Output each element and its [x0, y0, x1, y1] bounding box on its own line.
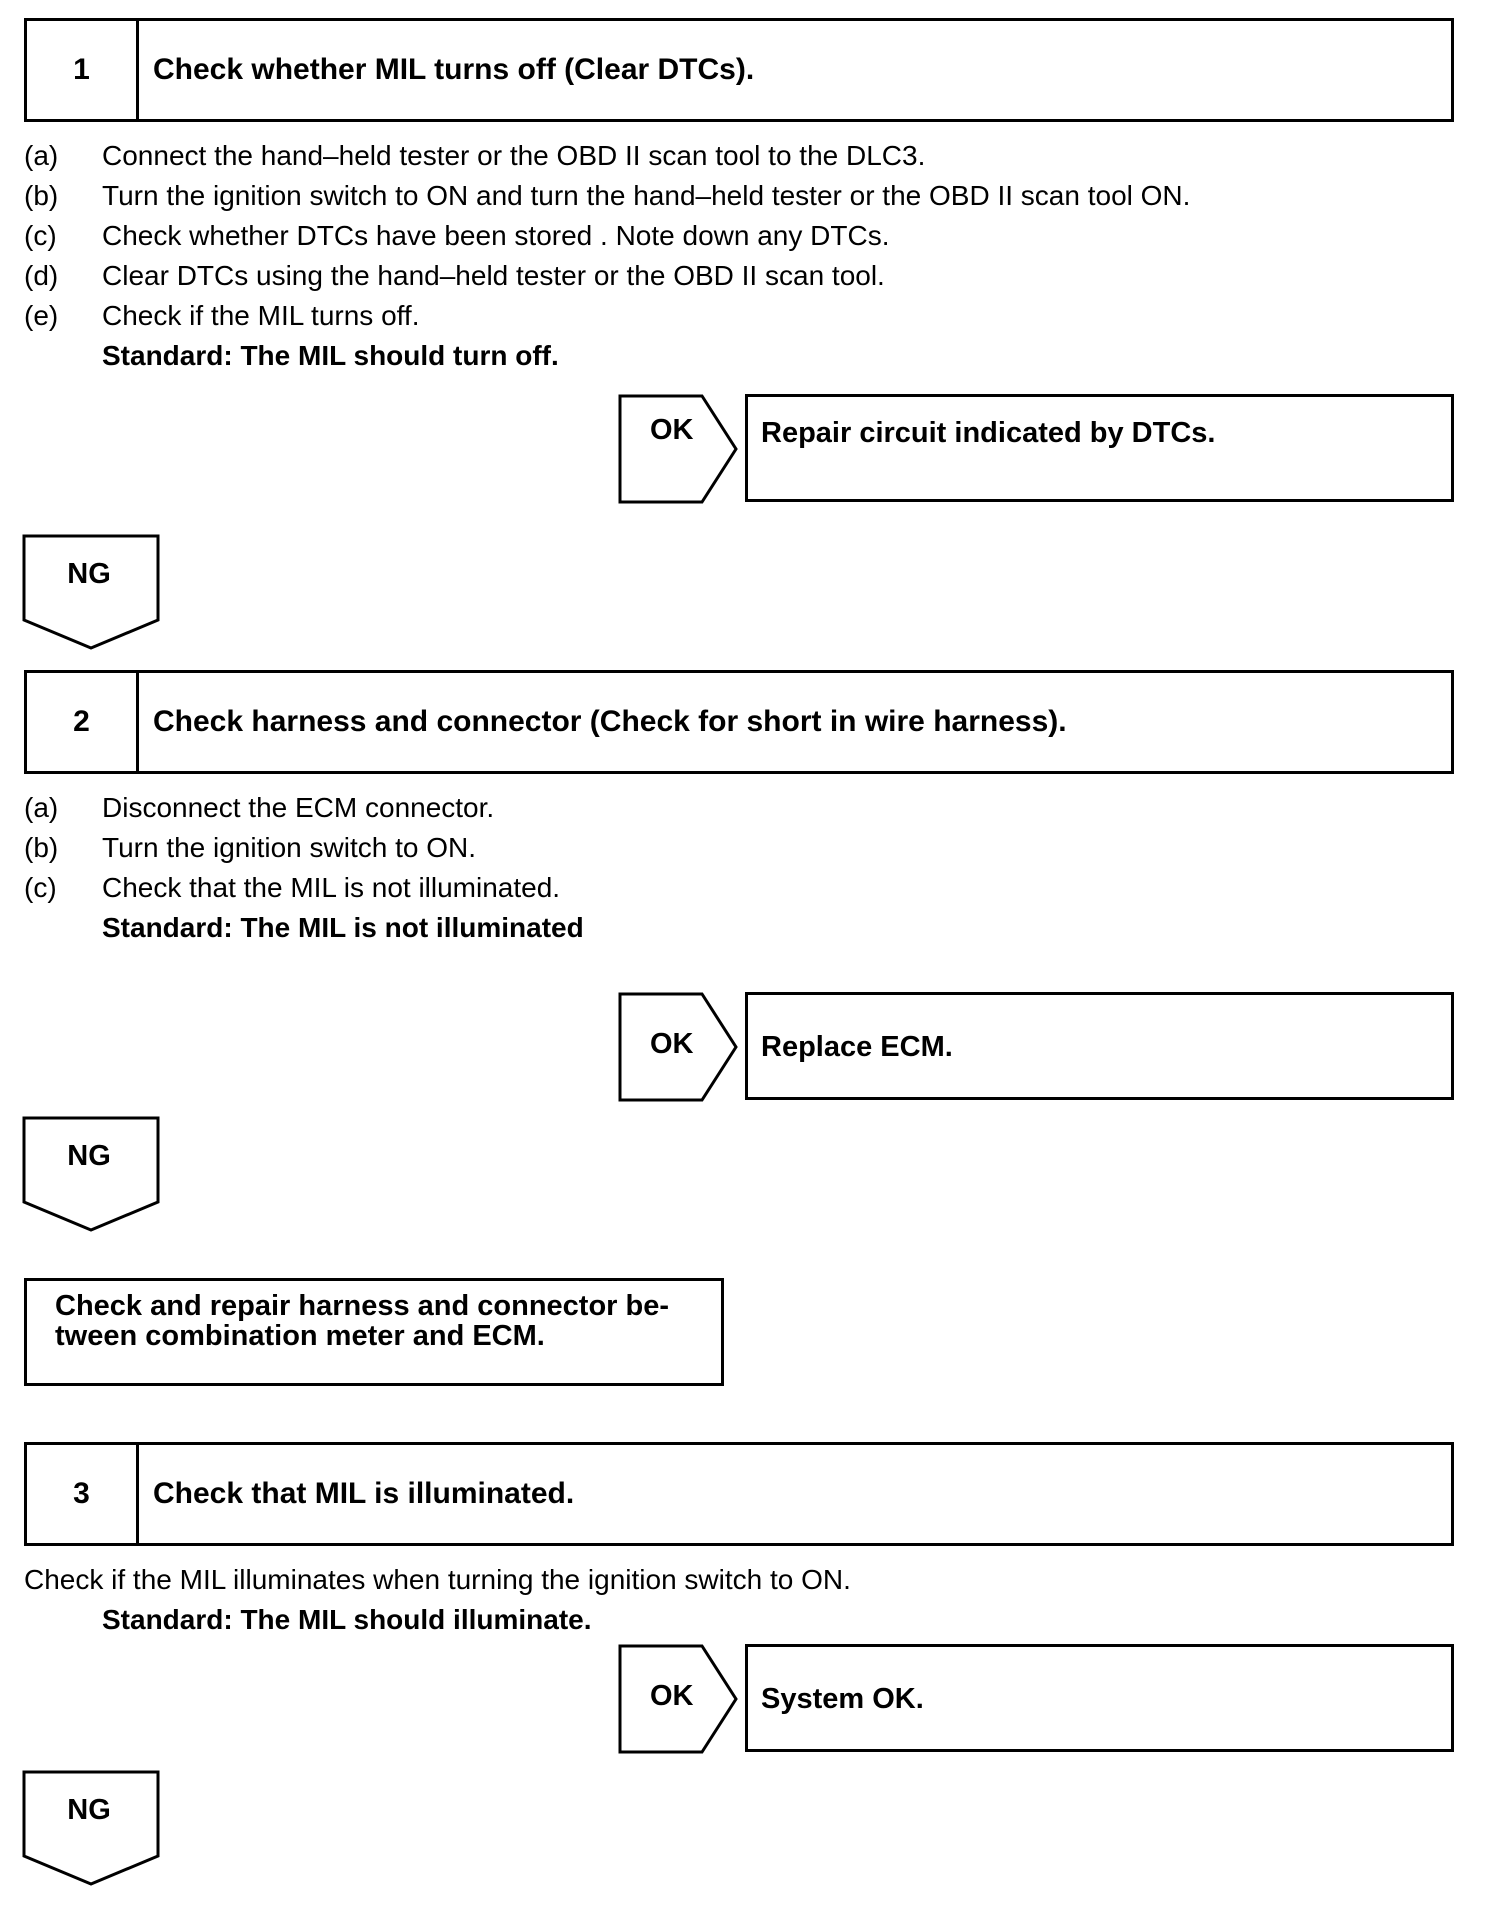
ng-label: NG	[67, 1794, 111, 1826]
ng-arrow-icon	[22, 1770, 160, 1886]
item-text: Clear DTCs using the hand–held tester or the OBD II scan tool.	[102, 260, 885, 291]
step-number: 3	[27, 1445, 139, 1543]
step-2-standard: Standard: The MIL is not illuminated	[102, 912, 584, 943]
ok-result-box: System OK.	[745, 1644, 1454, 1752]
item-text: Check whether DTCs have been stored . Note down any DTCs.	[102, 220, 890, 251]
ok-label: OK	[650, 1028, 694, 1060]
item-text: Turn the ignition switch to ON and turn the hand–held tester or the OBD II scan tool ON.	[102, 180, 1191, 211]
ng-result-line: tween combination meter and ECM.	[55, 1320, 545, 1352]
item-label: (d)	[24, 260, 59, 291]
step-3-text: Check if the MIL illuminates when turning the ignition switch to ON.	[24, 1564, 851, 1595]
ng-result-line: Check and repair harness and connector be-	[55, 1290, 670, 1322]
ng-arrow-icon	[22, 1116, 160, 1232]
step-2-header	[24, 670, 1454, 774]
step-number: 1	[27, 21, 139, 119]
item-label: (e)	[24, 300, 59, 331]
step-number: 2	[27, 673, 139, 771]
step-title: Check whether MIL turns off (Clear DTCs).	[153, 53, 755, 86]
item-text: Disconnect the ECM connector.	[102, 792, 495, 823]
ng-arrow-icon	[22, 534, 160, 650]
ng-label: NG	[67, 1140, 111, 1172]
step-3-header	[24, 1442, 1454, 1546]
ng-label: NG	[67, 558, 111, 590]
item-text: Check if the MIL turns off.	[102, 300, 420, 331]
step-title: Check harness and connector (Check for short in wire harness).	[153, 705, 1067, 738]
item-label: (c)	[24, 220, 57, 251]
ok-arrow-icon	[618, 394, 740, 504]
ok-result-box: Replace ECM.	[745, 992, 1454, 1100]
step-title: Check that MIL is illuminated.	[153, 1477, 575, 1510]
ng-result-box	[24, 1278, 724, 1386]
item-label: (c)	[24, 872, 57, 903]
item-label: (b)	[24, 180, 59, 211]
item-text: Turn the ignition switch to ON.	[102, 832, 477, 863]
ok-label: OK	[650, 414, 694, 446]
item-label: (a)	[24, 140, 59, 171]
item-text: Connect the hand–held tester or the OBD II scan tool to the DLC3.	[102, 140, 926, 171]
ok-label: OK	[650, 1680, 694, 1712]
step-1-standard: Standard: The MIL should turn off.	[102, 340, 559, 371]
item-label: (b)	[24, 832, 59, 863]
item-text: Check that the MIL is not illuminated.	[102, 872, 561, 903]
step-3-standard: Standard: The MIL should illuminate.	[102, 1604, 592, 1635]
ok-result-box: Repair circuit indicated by DTCs.	[745, 394, 1454, 502]
item-label: (a)	[24, 792, 59, 823]
step-1-header	[24, 18, 1454, 122]
